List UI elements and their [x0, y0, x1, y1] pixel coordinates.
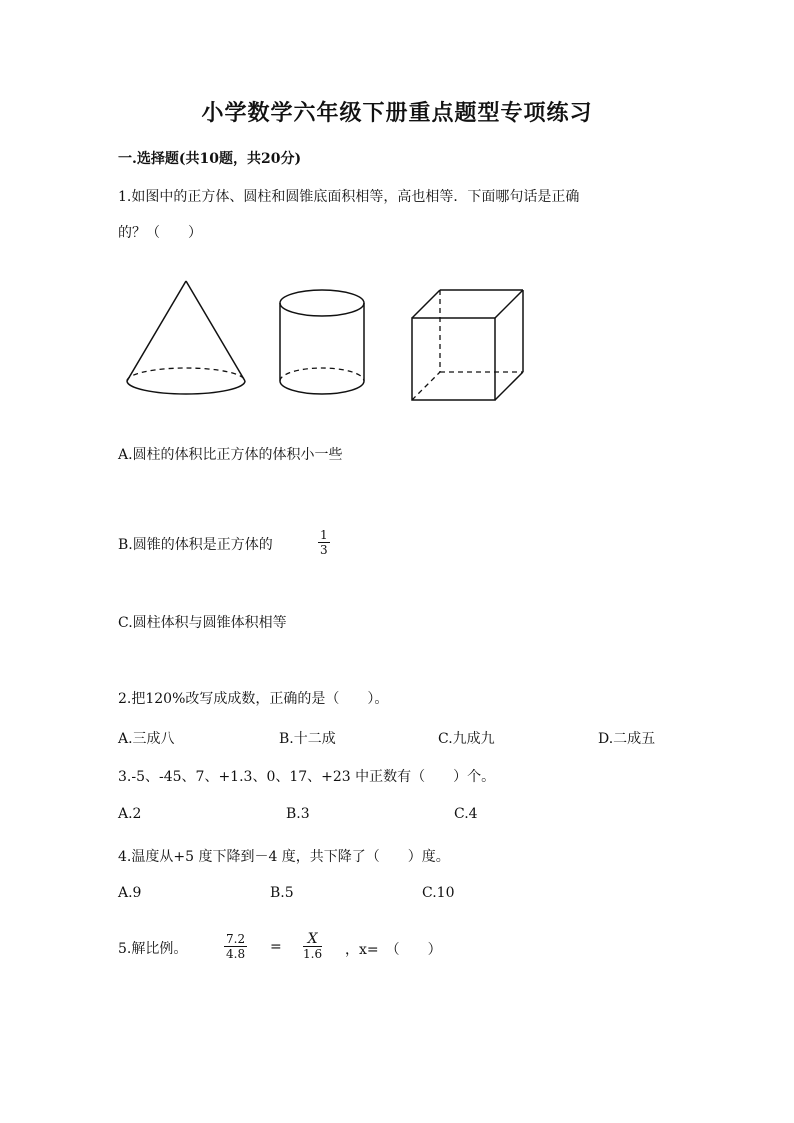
question-2-option-b[interactable]: B.十二成	[279, 731, 336, 747]
fraction-numerator: 7.2	[226, 932, 246, 946]
question-2-option-c[interactable]: C.九成九	[438, 731, 495, 747]
question-4-text: 4.温度从+5 度下降到－4 度，共下降了（ ）度。	[118, 849, 450, 865]
fraction-numerator: X	[303, 932, 322, 947]
cube-figure	[405, 285, 530, 407]
question-1-option-b[interactable]: B.圆锥的体积是正方体的	[118, 537, 273, 553]
question-1-text-line1: 1.如图中的正方体、圆柱和圆锥底面积相等，高也相等．下面哪句话是正确	[118, 189, 580, 205]
question-5-equals: =	[270, 939, 282, 955]
question-3-option-a[interactable]: A.2	[118, 806, 142, 822]
question-4-option-a[interactable]: A.9	[118, 885, 142, 901]
fraction-denominator: 4.8	[226, 947, 246, 961]
question-1-text-line2: 的？（ ）	[118, 225, 202, 241]
question-4-option-c[interactable]: C.10	[422, 885, 455, 901]
page-title: 小学数学六年级下册重点题型专项练习	[201, 100, 593, 126]
question-3-text: 3.-5、-45、7、+1.3、0、17、+23 中正数有（ ）个。	[118, 769, 496, 785]
question-5-fraction-1	[224, 932, 247, 961]
question-5-tail: ，x= （ ）	[345, 942, 442, 958]
cube-front-face	[412, 318, 495, 400]
question-4-option-b[interactable]: B.5	[270, 885, 294, 901]
question-5-label: 5.解比例。	[118, 941, 188, 957]
cone-base-back	[127, 368, 245, 381]
cylinder-base-front	[280, 381, 364, 394]
question-5-fraction-2	[303, 932, 322, 961]
fraction-denominator: 3	[320, 543, 328, 557]
question-1-option-b-fraction	[318, 528, 330, 557]
cone-right-edge	[186, 281, 245, 381]
question-2-option-a[interactable]: A.三成八	[118, 731, 175, 747]
fraction-denominator: 1.6	[303, 947, 323, 961]
cylinder-top	[280, 290, 364, 316]
cube-hidden-edge	[412, 372, 440, 400]
question-2-option-d[interactable]: D.二成五	[598, 731, 656, 747]
cone-base-front	[127, 381, 245, 394]
cone-left-edge	[127, 281, 186, 381]
question-1-option-a[interactable]: A.圆柱的体积比正方体的体积小一些	[118, 447, 343, 463]
question-3-option-b[interactable]: B.3	[286, 806, 310, 822]
question-1-option-c[interactable]: C.圆柱体积与圆锥体积相等	[118, 615, 287, 631]
question-2-text: 2.把120%改写成成数，正确的是（ ）。	[118, 691, 389, 707]
cylinder-figure	[275, 285, 370, 405]
cone-figure	[120, 275, 255, 400]
section-heading: 一.选择题(共10题，共20分)	[118, 151, 302, 167]
question-3-option-c[interactable]: C.4	[454, 806, 478, 822]
fraction-numerator: 1	[320, 528, 328, 542]
cylinder-base-back	[280, 368, 364, 381]
